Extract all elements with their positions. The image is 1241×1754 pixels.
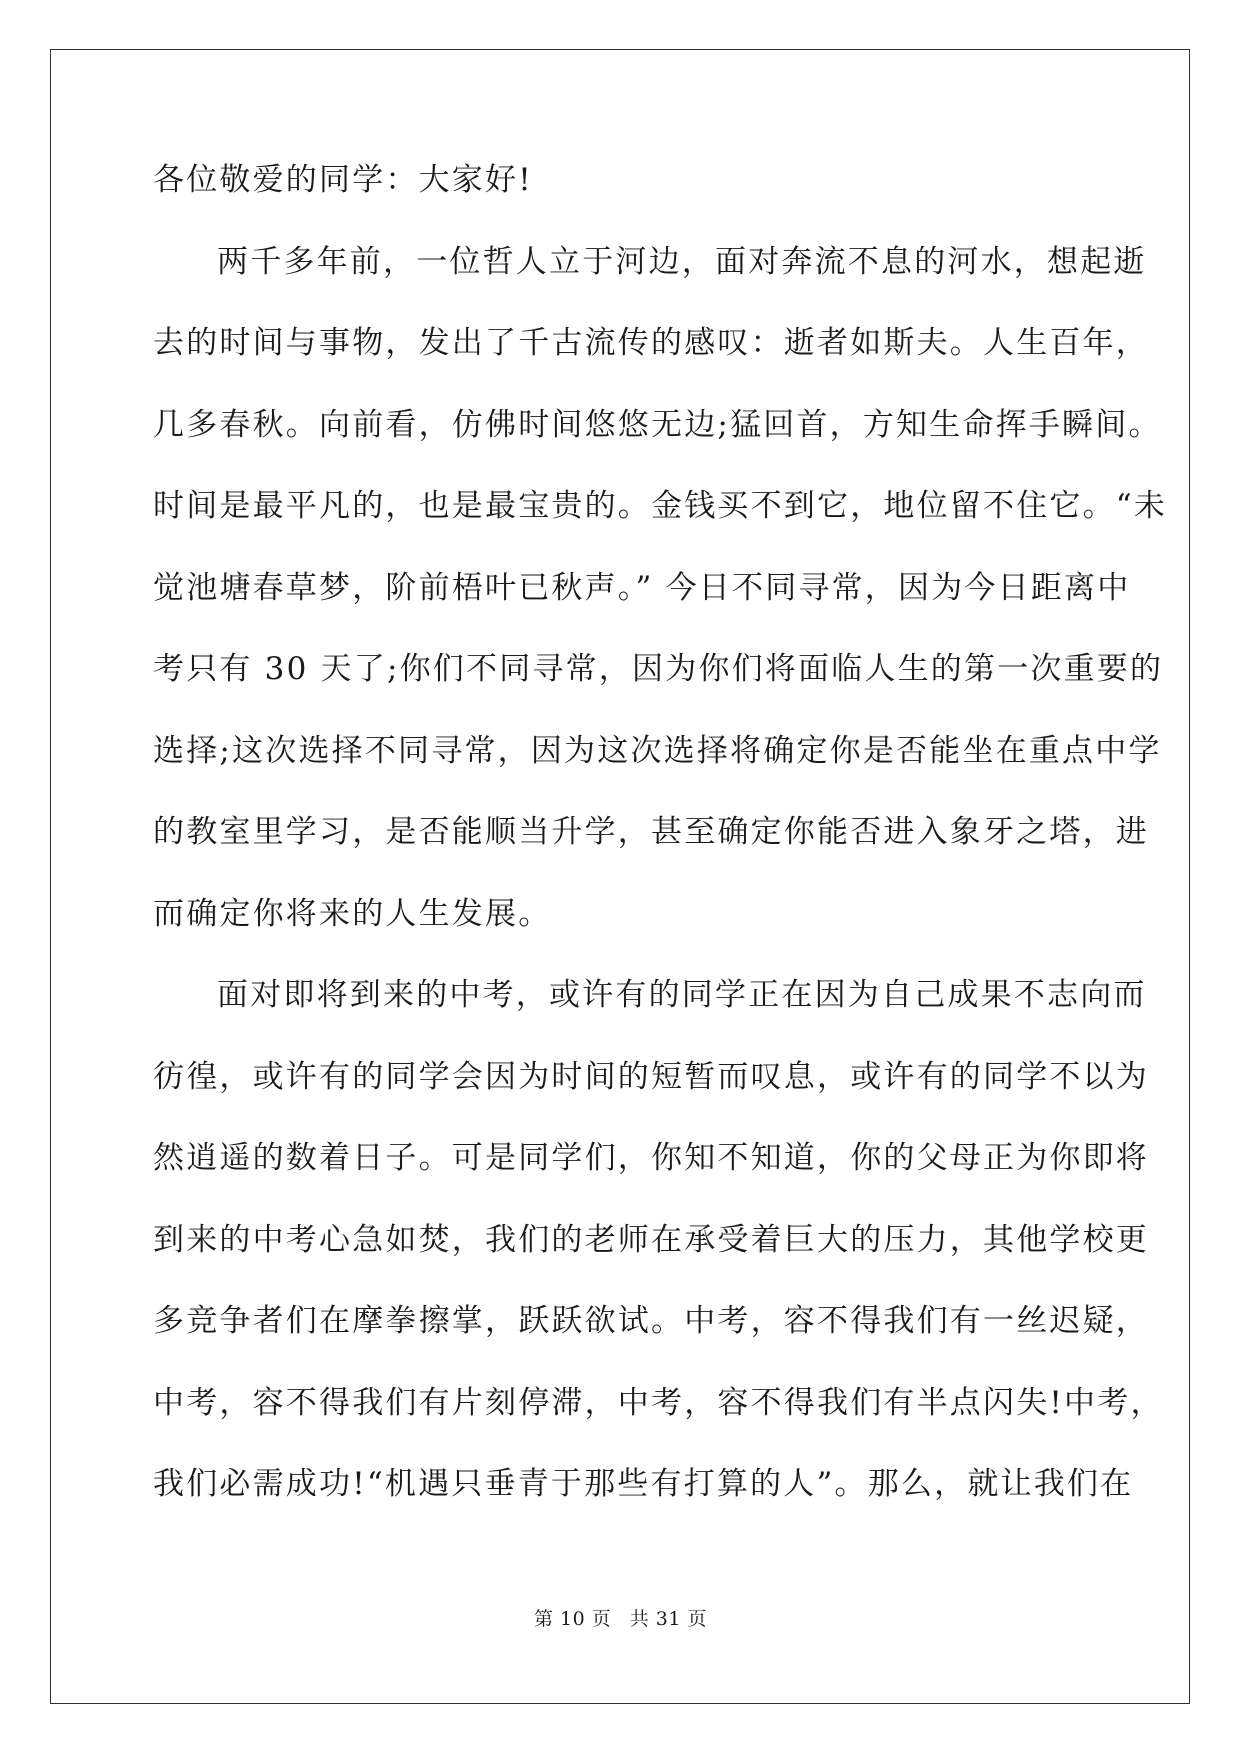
text-line: 面对即将到来的中考，或许有的同学正在因为自己成果不志向而: [217, 977, 1147, 1013]
text-line: 而确定你将来的人生发展。: [153, 895, 552, 932]
text-line: 彷徨，或许有的同学会因为时间的短暂而叹息，或许有的同学不以为: [153, 1058, 1149, 1095]
page-number: 第 10 页: [533, 1608, 612, 1630]
page-total: 共 31 页: [629, 1608, 708, 1630]
text-line: 多竞争者们在摩拳擦掌，跃跃欲试。中考，容不得我们有一丝迟疑，: [153, 1303, 1149, 1339]
text-line: 选择;这次选择不同寻常，因为这次选择将确定你是否能坐在重点中学: [153, 732, 1162, 769]
text-line: 去的时间与事物，发出了千古流传的感叹：逝者如斯夫。人生百年，: [153, 325, 1149, 361]
text-line: 两千多年前，一位哲人立于河边，面对奔流不息的河水，想起逝: [217, 243, 1147, 280]
text-line: 我们必需成功!“机遇只垂青于那些有打算的人”。那么，就让我们在: [153, 1466, 1134, 1502]
text-line: 时间是最平凡的，也是最宝贵的。金钱买不到它，地位留不住它。“未: [153, 488, 1168, 524]
text-line: 考只有 30 天了;你们不同寻常，因为你们将面临人生的第一次重要的: [153, 651, 1164, 687]
document-body: [153, 140, 1168, 1526]
text-line: 觉池塘春草梦，阶前梧叶已秋声。” 今日不同寻常，因为今日距离中: [153, 569, 1131, 606]
text-line: 各位敬爱的同学：大家好!: [153, 162, 533, 198]
text-line: 中考，容不得我们有片刻停滞，中考，容不得我们有半点闪失!中考，: [153, 1384, 1164, 1421]
text-line: 到来的中考心急如焚，我们的老师在承受着巨大的压力，其他学校更: [153, 1221, 1149, 1258]
text-line: 几多春秋。向前看，仿佛时间悠悠无边;猛回首，方知生命挥手瞬间。: [153, 406, 1162, 443]
text-line: 然逍遥的数着日子。可是同学们，你知不知道，你的父母正为你即将: [153, 1140, 1149, 1176]
text-line: 的教室里学习，是否能顺当升学，甚至确定你能否进入象牙之塔，进: [153, 814, 1149, 850]
page-footer: [0, 1604, 1241, 1631]
